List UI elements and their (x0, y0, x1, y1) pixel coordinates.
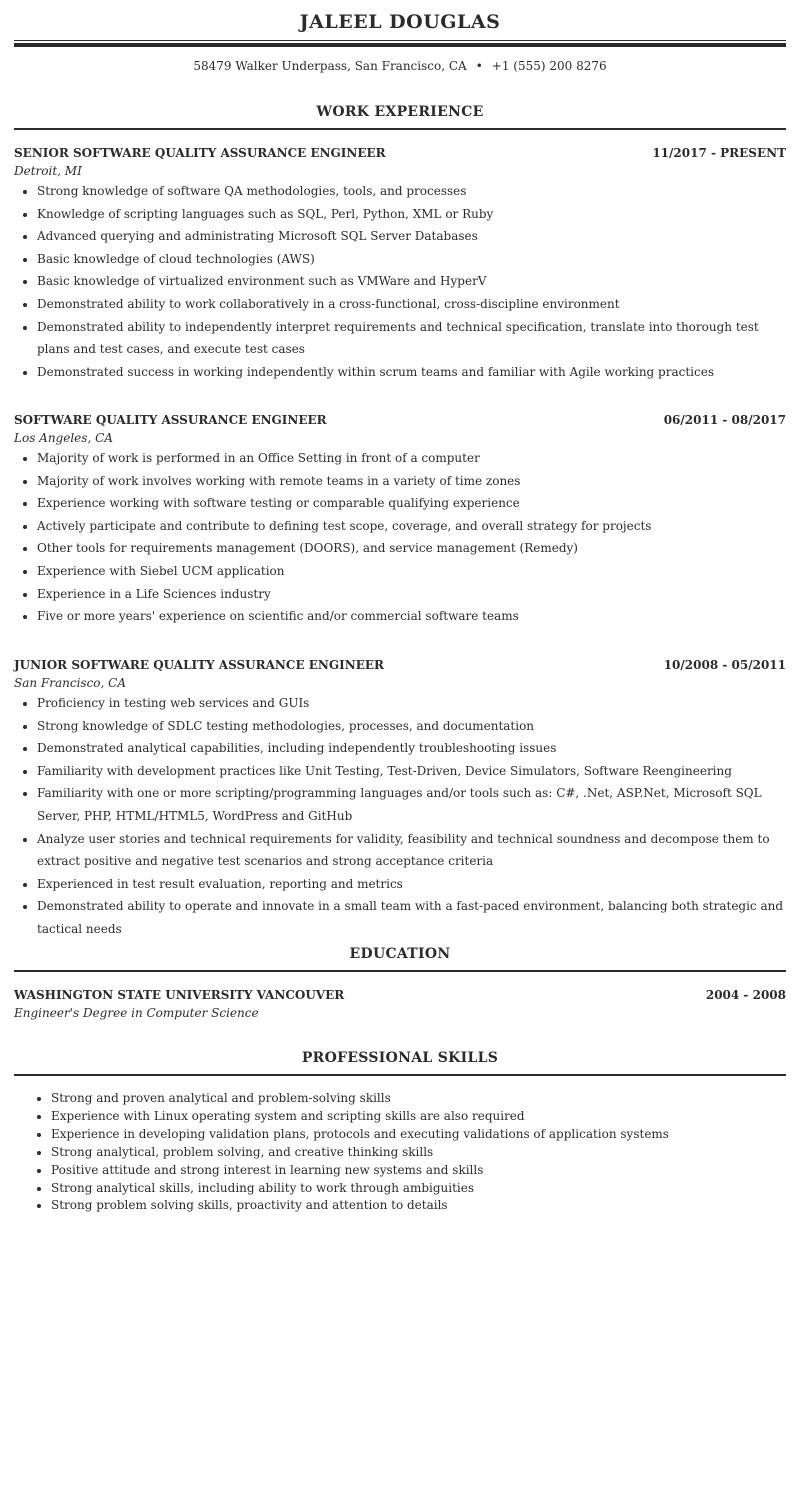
list-item: • Positive attitude and strong interest in learning new systems and skills (51, 1162, 786, 1180)
section-rule (14, 128, 786, 130)
education-section (14, 944, 786, 972)
list-item: • Other tools for requirements management (DOORS), and service management (Remedy) (37, 537, 786, 560)
degree: Engineer's Degree in Computer Science (14, 1006, 259, 1020)
contact-separator: • (475, 59, 483, 73)
contact-line (14, 57, 786, 75)
list-item: • Majority of work is performed in an Office Setting in front of a computer (37, 447, 786, 470)
job-location: Detroit, MI (14, 164, 82, 178)
list-item: • Demonstrated analytical capabilities, including independently troubleshooting issues (37, 737, 786, 760)
section-title-education: EDUCATION (349, 946, 451, 962)
job-dates: 11/2017 - PRESENT (652, 146, 786, 160)
section-rule (14, 970, 786, 972)
list-item: • Experience working with software testing or comparable qualifying experience (37, 492, 786, 515)
list-item: • Strong knowledge of software QA methodologies, tools, and processes (37, 180, 786, 203)
education-dates: 2004 - 2008 (705, 988, 786, 1002)
section-title-work: WORK EXPERIENCE (316, 104, 484, 120)
list-item: • Advanced querying and administrating Microsoft SQL Server Databases (37, 225, 786, 248)
list-item: • Experience with Linux operating system and scripting skills are also required (51, 1108, 786, 1126)
list-item: • Majority of work involves working with remote teams in a variety of time zones (37, 470, 786, 493)
job-location: Los Angeles, CA (14, 431, 113, 445)
header-double-rule (14, 40, 786, 47)
list-item: • Demonstrated ability to operate and innovate in a small team with a fast-paced environment, balancing both strategic and tactical needs (37, 895, 786, 940)
list-item: • Demonstrated ability to independently interpret requirements and technical specification, translate into thorough test plans and test cases, and execute test cases (37, 316, 786, 361)
list-item: • Experienced in test result evaluation, reporting and metrics (37, 873, 786, 896)
list-item: • Experience in developing validation plans, protocols and executing validations of application systems (51, 1126, 786, 1144)
job-entry-3 (14, 656, 786, 941)
skills-section (14, 1048, 786, 1076)
skills-list-wrap (14, 1090, 786, 1215)
job-title: SENIOR SOFTWARE QUALITY ASSURANCE ENGINEER (14, 146, 386, 160)
list-item: • Analyze user stories and technical requirements for validity, feasibility and technical soundness and decompose them to extract positive and negative test scenarios and strong acceptance criteria (37, 828, 786, 873)
contact-address: 58479 Walker Underpass, San Francisco, CA (193, 59, 467, 73)
job-bullets (14, 692, 786, 941)
job-entry-2 (14, 411, 786, 628)
skills-list (14, 1090, 786, 1215)
section-title-skills: PROFESSIONAL SKILLS (301, 1050, 499, 1066)
list-item: • Knowledge of scripting languages such as SQL, Perl, Python, XML or Ruby (37, 203, 786, 226)
list-item: • Strong analytical skills, including ability to work through ambiguities (51, 1180, 786, 1198)
job-bullets (14, 180, 786, 383)
list-item: • Actively participate and contribute to defining test scope, coverage, and overall strategy for projects (37, 515, 786, 538)
list-item: • Strong knowledge of SDLC testing methodologies, processes, and documentation (37, 715, 786, 738)
contact-phone: +1 (555) 200 8276 (491, 59, 607, 73)
list-item: • Basic knowledge of cloud technologies (AWS) (37, 248, 786, 271)
job-entry-1 (14, 144, 786, 383)
list-item: • Five or more years' experience on scientific and/or commercial software teams (37, 605, 786, 628)
list-item: • Basic knowledge of virtualized environment such as VMWare and HyperV (37, 270, 786, 293)
resume-name: JALEEL DOUGLAS (299, 11, 501, 33)
work-experience-section (14, 102, 786, 130)
job-dates: 10/2008 - 05/2011 (663, 658, 786, 672)
list-item: • Experience with Siebel UCM application (37, 560, 786, 583)
list-item: • Familiarity with one or more scripting/programming languages and/or tools such as: C#, .Net, ASP.Net, Microsoft SQL Server, PHP, HTML/HTML5, WordPress and GitHub (37, 782, 786, 827)
list-item: • Experience in a Life Sciences industry (37, 583, 786, 606)
list-item: • Strong problem solving skills, proactivity and attention to details (51, 1197, 786, 1215)
section-rule (14, 1074, 786, 1076)
list-item: • Proficiency in testing web services and GUIs (37, 692, 786, 715)
list-item: • Demonstrated success in working independently within scrum teams and familiar with Agile working practices (37, 361, 786, 384)
job-dates: 06/2011 - 08/2017 (663, 413, 786, 427)
list-item: • Strong analytical, problem solving, and creative thinking skills (51, 1144, 786, 1162)
job-bullets (14, 447, 786, 628)
job-title: SOFTWARE QUALITY ASSURANCE ENGINEER (14, 413, 327, 427)
school-name: WASHINGTON STATE UNIVERSITY VANCOUVER (14, 988, 345, 1002)
job-title: JUNIOR SOFTWARE QUALITY ASSURANCE ENGINEER (14, 658, 384, 672)
list-item: • Demonstrated ability to work collaboratively in a cross-functional, cross-discipline environment (37, 293, 786, 316)
education-entry (14, 986, 786, 1022)
job-location: San Francisco, CA (14, 676, 127, 690)
list-item: • Strong and proven analytical and problem-solving skills (51, 1090, 786, 1108)
list-item: • Familiarity with development practices like Unit Testing, Test-Driven, Device Simulators, Software Reengineering (37, 760, 786, 783)
